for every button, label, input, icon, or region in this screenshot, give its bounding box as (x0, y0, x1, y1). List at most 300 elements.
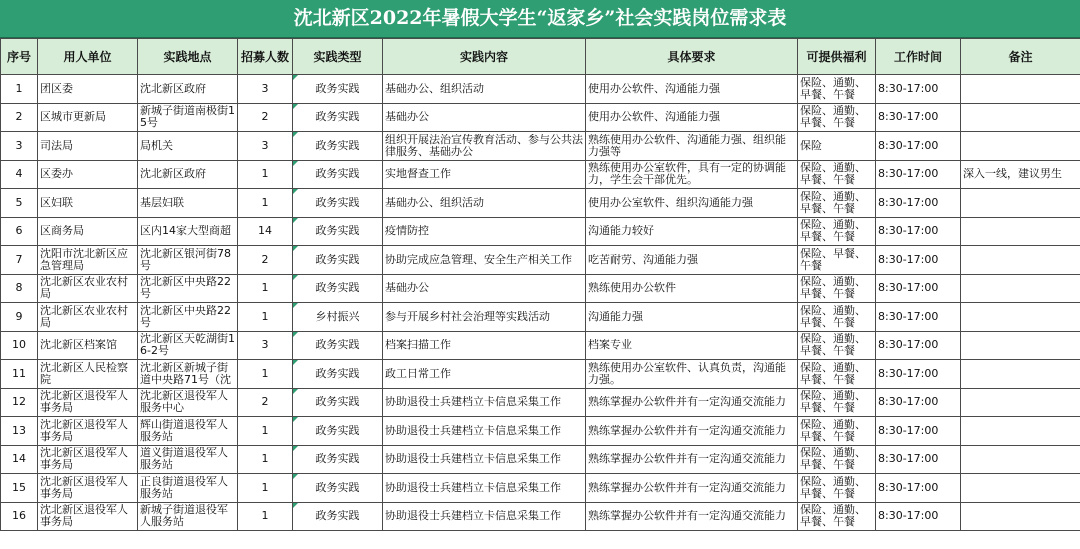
cell-requirements-text: 熟练使用办公室软件、认真负责，沟通能力强。 (588, 361, 786, 386)
cell-count[interactable] (238, 388, 293, 417)
comment-marker-icon (293, 189, 298, 194)
cell-requirements-text: 熟练掌握办公软件并有一定沟通交流能力 (588, 424, 786, 437)
cell-time[interactable] (876, 388, 961, 417)
cell-location-text: 道义街道退役军人服务站 (140, 447, 228, 472)
cell-type-text: 政务实践 (315, 196, 360, 209)
cell-no[interactable] (1, 103, 38, 132)
cell-benefits-text: 保险、通勤、早餐、午餐 (800, 162, 866, 187)
cell-content-text: 参与开展乡村社会治理等实践活动 (385, 310, 550, 323)
header-requirements[interactable]: 具体要求 (586, 39, 798, 75)
cell-note[interactable] (961, 502, 1080, 531)
cell-content-text: 实地督查工作 (385, 168, 451, 181)
cell-time[interactable] (876, 274, 961, 303)
cell-requirements-text: 熟练使用办公软件、沟通能力强、组织能力强等 (588, 133, 786, 158)
cell-time[interactable] (876, 132, 961, 161)
cell-unit-text: 沈北新区退役军人事务局 (40, 504, 128, 529)
cell-location[interactable] (138, 189, 238, 218)
cell-content[interactable] (383, 160, 586, 189)
cell-no[interactable] (1, 75, 38, 104)
header-count[interactable]: 招募人数 (238, 39, 293, 75)
cell-unit[interactable] (38, 274, 138, 303)
cell-count[interactable] (238, 502, 293, 531)
cell-count-text: 1 (261, 310, 269, 323)
cell-location-text: 沈北新区政府 (140, 168, 206, 181)
cell-time[interactable] (876, 445, 961, 474)
cell-content[interactable] (383, 445, 586, 474)
cell-no[interactable] (1, 274, 38, 303)
cell-count[interactable] (238, 160, 293, 189)
cell-count-text: 2 (261, 111, 269, 124)
cell-no[interactable] (1, 160, 38, 189)
cell-unit-text: 区妇联 (40, 196, 73, 209)
cell-no[interactable] (1, 360, 38, 389)
cell-content-text: 组织开展法治宣传教育活动、参与公共法律服务、基础办公 (385, 133, 583, 158)
cell-benefits[interactable] (798, 360, 876, 389)
cell-type[interactable] (293, 388, 383, 417)
cell-count[interactable] (238, 246, 293, 275)
cell-unit[interactable] (38, 502, 138, 531)
cell-requirements-text: 熟练使用办公软件 (588, 282, 676, 295)
cell-location[interactable] (138, 132, 238, 161)
cell-no-text: 10 (12, 339, 26, 352)
cell-requirements[interactable] (586, 75, 798, 104)
cell-unit-text: 沈阳市沈北新区应急管理局 (40, 247, 128, 272)
cell-time[interactable] (876, 103, 961, 132)
cell-no[interactable] (1, 502, 38, 531)
cell-type[interactable] (293, 474, 383, 503)
cell-location-text: 沈北新区退役军人服务中心 (140, 390, 228, 415)
cell-requirements[interactable] (586, 160, 798, 189)
comment-marker-icon (293, 104, 298, 109)
cell-benefits[interactable] (798, 217, 876, 246)
cell-location-text: 沈北新区银河街78号 (140, 247, 231, 272)
cell-location-text: 局机关 (140, 139, 173, 152)
cell-type[interactable] (293, 103, 383, 132)
table-row (1, 132, 1080, 161)
cell-content[interactable] (383, 388, 586, 417)
cell-type-text: 政务实践 (315, 510, 360, 523)
cell-content-text: 政工日常工作 (385, 367, 451, 380)
header-note[interactable]: 备注 (961, 39, 1080, 75)
cell-type[interactable] (293, 303, 383, 332)
table-row (1, 246, 1080, 275)
cell-no-text: 6 (15, 225, 23, 238)
cell-count[interactable] (238, 303, 293, 332)
cell-no[interactable] (1, 474, 38, 503)
cell-type-text: 政务实践 (315, 168, 360, 181)
cell-time[interactable] (876, 303, 961, 332)
comment-marker-icon (293, 332, 298, 337)
cell-time-text: 8:30-17:00 (878, 282, 939, 295)
cell-time[interactable] (876, 217, 961, 246)
cell-content-text: 协助退役士兵建档立卡信息采集工作 (385, 424, 561, 437)
cell-time[interactable] (876, 502, 961, 531)
cell-benefits[interactable] (798, 474, 876, 503)
cell-unit[interactable] (38, 331, 138, 360)
cell-benefits-text: 保险、通勤、早餐、午餐 (800, 76, 866, 101)
cell-content[interactable] (383, 103, 586, 132)
table-row (1, 303, 1080, 332)
cell-benefits[interactable] (798, 75, 876, 104)
table-row (1, 331, 1080, 360)
header-unit[interactable]: 用人单位 (38, 39, 138, 75)
cell-location[interactable] (138, 246, 238, 275)
cell-type[interactable] (293, 360, 383, 389)
cell-benefits[interactable] (798, 502, 876, 531)
cell-unit[interactable] (38, 189, 138, 218)
cell-note[interactable] (961, 331, 1080, 360)
cell-count-text: 1 (261, 424, 269, 437)
cell-note[interactable] (961, 417, 1080, 446)
table-row (1, 474, 1080, 503)
cell-unit[interactable] (38, 303, 138, 332)
cell-count-text: 3 (261, 139, 269, 152)
cell-location[interactable] (138, 502, 238, 531)
cell-time-text: 8:30-17:00 (878, 82, 939, 95)
cell-benefits[interactable] (798, 445, 876, 474)
table-row (1, 274, 1080, 303)
cell-type[interactable] (293, 417, 383, 446)
cell-requirements[interactable] (586, 417, 798, 446)
cell-time[interactable] (876, 189, 961, 218)
cell-count[interactable] (238, 217, 293, 246)
table-row (1, 417, 1080, 446)
cell-unit-text: 沈北新区农业农村局 (40, 276, 128, 301)
table-row (1, 217, 1080, 246)
cell-requirements[interactable] (586, 303, 798, 332)
cell-no[interactable] (1, 303, 38, 332)
cell-time-text: 8:30-17:00 (878, 225, 939, 238)
cell-requirements[interactable] (586, 246, 798, 275)
cell-no[interactable] (1, 246, 38, 275)
cell-note[interactable] (961, 75, 1080, 104)
cell-content[interactable] (383, 75, 586, 104)
cell-unit[interactable] (38, 103, 138, 132)
cell-note[interactable] (961, 274, 1080, 303)
cell-count[interactable] (238, 417, 293, 446)
cell-type[interactable] (293, 331, 383, 360)
cell-note[interactable] (961, 360, 1080, 389)
cell-requirements-text: 使用办公软件、沟通能力强 (588, 82, 720, 95)
cell-location[interactable] (138, 75, 238, 104)
cell-type-text: 乡村振兴 (315, 310, 360, 323)
cell-content-text: 协助完成应急管理、安全生产相关工作 (385, 253, 572, 266)
cell-unit[interactable] (38, 445, 138, 474)
cell-requirements[interactable] (586, 360, 798, 389)
cell-benefits-text: 保险、通勤、早餐、午餐 (800, 418, 866, 443)
cell-count[interactable] (238, 274, 293, 303)
cell-requirements[interactable] (586, 189, 798, 218)
cell-time[interactable] (876, 160, 961, 189)
cell-count-text: 1 (261, 196, 269, 209)
table-row (1, 388, 1080, 417)
cell-time[interactable] (876, 331, 961, 360)
header-location[interactable]: 实践地点 (138, 39, 238, 75)
cell-type[interactable] (293, 445, 383, 474)
cell-no-text: 1 (15, 82, 23, 95)
cell-no-text: 16 (12, 510, 26, 523)
cell-benefits-text: 保险、通勤、早餐、午餐 (800, 190, 866, 215)
cell-unit-text: 沈北新区退役军人事务局 (40, 390, 128, 415)
header-row (1, 39, 1080, 75)
cell-type[interactable] (293, 246, 383, 275)
cell-time[interactable] (876, 246, 961, 275)
cell-note[interactable] (961, 189, 1080, 218)
position-table (0, 38, 1080, 531)
cell-note[interactable] (961, 217, 1080, 246)
cell-benefits[interactable] (798, 303, 876, 332)
cell-location-text: 沈北新区中央路22号 (140, 304, 231, 329)
cell-benefits[interactable] (798, 388, 876, 417)
cell-location[interactable] (138, 388, 238, 417)
cell-requirements-text: 熟练掌握办公软件并有一定沟通交流能力 (588, 396, 786, 409)
cell-location[interactable] (138, 217, 238, 246)
cell-unit-text: 沈北新区档案馆 (40, 339, 117, 352)
cell-time-text: 8:30-17:00 (878, 481, 939, 494)
cell-unit-text: 团区委 (40, 82, 73, 95)
cell-benefits[interactable] (798, 331, 876, 360)
cell-requirements-text: 使用办公软件、沟通能力强 (588, 111, 720, 124)
table-row (1, 445, 1080, 474)
cell-benefits-text: 保险、早餐、午餐 (800, 247, 866, 272)
cell-unit[interactable] (38, 388, 138, 417)
cell-type[interactable] (293, 502, 383, 531)
cell-note[interactable] (961, 246, 1080, 275)
cell-note[interactable] (961, 388, 1080, 417)
cell-time-text: 8:30-17:00 (878, 453, 939, 466)
cell-content[interactable] (383, 417, 586, 446)
cell-content[interactable] (383, 246, 586, 275)
cell-note[interactable] (961, 445, 1080, 474)
cell-location[interactable] (138, 274, 238, 303)
cell-count-text: 14 (258, 225, 272, 238)
cell-no[interactable] (1, 331, 38, 360)
cell-time-text: 8:30-17:00 (878, 196, 939, 209)
cell-count[interactable] (238, 75, 293, 104)
cell-no[interactable] (1, 189, 38, 218)
cell-benefits[interactable] (798, 132, 876, 161)
cell-requirements[interactable] (586, 388, 798, 417)
cell-type-text: 政务实践 (315, 453, 360, 466)
header-benefits[interactable]: 可提供福利 (798, 39, 876, 75)
sheet-title[interactable]: 沈北新区2022年暑假大学生“返家乡”社会实践岗位需求表 (0, 0, 1080, 38)
cell-unit[interactable] (38, 417, 138, 446)
cell-time-text: 8:30-17:00 (878, 310, 939, 323)
cell-requirements-text: 熟练掌握办公软件并有一定沟通交流能力 (588, 510, 786, 523)
cell-type-text: 政务实践 (315, 282, 360, 295)
cell-requirements[interactable] (586, 217, 798, 246)
cell-count-text: 2 (261, 396, 269, 409)
cell-unit-text: 沈北新区农业农村局 (40, 304, 128, 329)
cell-location[interactable] (138, 417, 238, 446)
cell-content[interactable] (383, 274, 586, 303)
cell-no[interactable] (1, 388, 38, 417)
cell-count[interactable] (238, 474, 293, 503)
cell-time[interactable] (876, 75, 961, 104)
table-row (1, 160, 1080, 189)
cell-unit[interactable] (38, 160, 138, 189)
cell-type[interactable] (293, 132, 383, 161)
cell-count-text: 1 (261, 510, 269, 523)
cell-benefits[interactable] (798, 160, 876, 189)
cell-content-text: 基础办公、组织活动 (385, 196, 484, 209)
cell-type-text: 政务实践 (315, 367, 360, 380)
cell-location[interactable] (138, 360, 238, 389)
cell-benefits-text: 保险 (800, 139, 822, 152)
cell-content[interactable] (383, 303, 586, 332)
cell-count-text: 1 (261, 481, 269, 494)
cell-benefits[interactable] (798, 417, 876, 446)
comment-marker-icon (293, 275, 298, 280)
cell-location-text: 新城子街道退役军人服务站 (140, 504, 228, 529)
cell-benefits[interactable] (798, 246, 876, 275)
cell-type-text: 政务实践 (315, 225, 360, 238)
cell-benefits-text: 保险、通勤、早餐、午餐 (800, 504, 866, 529)
cell-count-text: 1 (261, 282, 269, 295)
cell-location-text: 区内14家大型商超 (140, 225, 231, 238)
cell-count-text: 3 (261, 339, 269, 352)
cell-time[interactable] (876, 360, 961, 389)
header-content[interactable]: 实践内容 (383, 39, 586, 75)
cell-requirements[interactable] (586, 474, 798, 503)
table-row (1, 360, 1080, 389)
cell-requirements-text: 沟通能力强 (588, 310, 643, 323)
table-row (1, 189, 1080, 218)
cell-location-text: 新城子街道南极街15号 (140, 105, 235, 130)
cell-benefits[interactable] (798, 103, 876, 132)
comment-marker-icon (293, 218, 298, 223)
cell-content-text: 协助退役士兵建档立卡信息采集工作 (385, 481, 561, 494)
cell-requirements[interactable] (586, 132, 798, 161)
cell-count[interactable] (238, 360, 293, 389)
cell-time-text: 8:30-17:00 (878, 510, 939, 523)
cell-unit[interactable] (38, 75, 138, 104)
header-time[interactable]: 工作时间 (876, 39, 961, 75)
cell-no[interactable] (1, 445, 38, 474)
cell-requirements[interactable] (586, 331, 798, 360)
cell-content[interactable] (383, 189, 586, 218)
cell-type[interactable] (293, 217, 383, 246)
cell-content[interactable] (383, 360, 586, 389)
cell-note[interactable] (961, 132, 1080, 161)
cell-type[interactable] (293, 160, 383, 189)
cell-count[interactable] (238, 445, 293, 474)
cell-unit-text: 沈北新区退役军人事务局 (40, 418, 128, 443)
cell-note[interactable] (961, 160, 1080, 189)
cell-requirements[interactable] (586, 103, 798, 132)
cell-location-text: 基层妇联 (140, 196, 184, 209)
cell-count-text: 2 (261, 253, 269, 266)
cell-time-text: 8:30-17:00 (878, 111, 939, 124)
header-no[interactable]: 序号 (1, 39, 38, 75)
cell-requirements-text: 熟练使用办公室软件，具有一定的协调能力，学生会干部优先。 (588, 162, 786, 187)
cell-time-text: 8:30-17:00 (878, 424, 939, 437)
cell-content[interactable] (383, 502, 586, 531)
cell-content-text: 基础办公 (385, 111, 429, 124)
comment-marker-icon (293, 389, 298, 394)
cell-requirements[interactable] (586, 274, 798, 303)
cell-content-text: 疫情防控 (385, 225, 429, 238)
cell-count-text: 1 (261, 453, 269, 466)
cell-type[interactable] (293, 75, 383, 104)
cell-note[interactable] (961, 103, 1080, 132)
cell-count[interactable] (238, 331, 293, 360)
cell-content-text: 协助退役士兵建档立卡信息采集工作 (385, 453, 561, 466)
cell-benefits[interactable] (798, 274, 876, 303)
cell-unit[interactable] (38, 360, 138, 389)
cell-benefits-text: 保险、通勤、早餐、午餐 (800, 276, 866, 301)
cell-time-text: 8:30-17:00 (878, 367, 939, 380)
cell-benefits-text: 保险、通勤、早餐、午餐 (800, 105, 866, 130)
cell-unit[interactable] (38, 246, 138, 275)
cell-location-text: 正良街道退役军人服务站 (140, 475, 228, 500)
cell-unit-text: 区委办 (40, 168, 73, 181)
cell-unit[interactable] (38, 132, 138, 161)
comment-marker-icon (293, 303, 298, 308)
comment-marker-icon (293, 132, 298, 137)
cell-unit-text: 沈北新区退役军人事务局 (40, 475, 128, 500)
cell-benefits-text: 保险、通勤、早餐、午餐 (800, 390, 866, 415)
cell-no[interactable] (1, 132, 38, 161)
table-row (1, 502, 1080, 531)
cell-requirements-text: 使用办公室软件、组织沟通能力强 (588, 196, 753, 209)
cell-location[interactable] (138, 160, 238, 189)
cell-benefits[interactable] (798, 189, 876, 218)
cell-content[interactable] (383, 217, 586, 246)
cell-count[interactable] (238, 103, 293, 132)
cell-no-text: 11 (12, 367, 26, 380)
header-type[interactable]: 实践类型 (293, 39, 383, 75)
cell-count[interactable] (238, 132, 293, 161)
cell-location[interactable] (138, 474, 238, 503)
cell-content[interactable] (383, 132, 586, 161)
cell-location[interactable] (138, 331, 238, 360)
cell-time-text: 8:30-17:00 (878, 168, 939, 181)
cell-no-text: 4 (15, 168, 23, 181)
cell-requirements[interactable] (586, 445, 798, 474)
cell-requirements[interactable] (586, 502, 798, 531)
comment-marker-icon (293, 417, 298, 422)
cell-time[interactable] (876, 474, 961, 503)
cell-no[interactable] (1, 417, 38, 446)
cell-unit[interactable] (38, 474, 138, 503)
cell-type-text: 政务实践 (315, 396, 360, 409)
cell-location-text: 沈北新区天乾湖街16-2号 (140, 333, 235, 358)
cell-location-text: 沈北新区政府 (140, 82, 206, 95)
cell-location-text: 沈北新区新城子街道中央路71号（沈 (140, 361, 231, 386)
cell-location[interactable] (138, 103, 238, 132)
cell-content[interactable] (383, 474, 586, 503)
comment-marker-icon (293, 75, 298, 80)
cell-location[interactable] (138, 303, 238, 332)
cell-type[interactable] (293, 274, 383, 303)
cell-benefits-text: 保险、通勤、早餐、午餐 (800, 361, 866, 386)
cell-note[interactable] (961, 303, 1080, 332)
cell-content-text: 基础办公 (385, 282, 429, 295)
cell-count[interactable] (238, 189, 293, 218)
cell-benefits-text: 保险、通勤、早餐、午餐 (800, 304, 866, 329)
cell-no-text: 14 (12, 453, 26, 466)
cell-unit[interactable] (38, 217, 138, 246)
cell-note[interactable] (961, 474, 1080, 503)
cell-content-text: 基础办公、组织活动 (385, 82, 484, 95)
cell-no[interactable] (1, 217, 38, 246)
cell-type[interactable] (293, 189, 383, 218)
cell-location[interactable] (138, 445, 238, 474)
cell-content[interactable] (383, 331, 586, 360)
cell-time[interactable] (876, 417, 961, 446)
comment-marker-icon (293, 360, 298, 365)
